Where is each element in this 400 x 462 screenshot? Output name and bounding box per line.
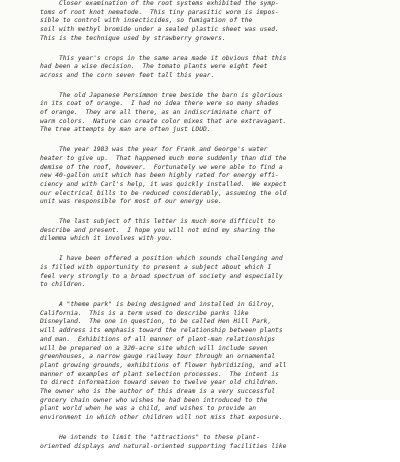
text-line: This is the technique used by strawberry growers. <box>40 34 226 42</box>
letter-paragraph <box>40 218 370 244</box>
text-line: A "theme park" is being designed and installed in Gilroy, <box>40 300 276 308</box>
text-line: He intends to limit the "attractions" to these plant- <box>40 433 260 441</box>
text-line: Disneyland. The one in question, to be called Hen Hill Park, <box>40 318 272 326</box>
text-line: and man. Exhibitions of all manner of plant-man relationships <box>40 335 276 343</box>
text-line: The tree attempts by man are often just LOUD. <box>40 126 211 134</box>
letter-paragraph <box>40 146 370 207</box>
text-line: environment in which other children will not miss that exposure. <box>40 414 283 422</box>
text-line: This year's crops in the same area made it obvious that this <box>40 54 287 62</box>
text-line: feel very strongly to a broad spectrum of society and especially <box>40 272 283 280</box>
text-line: heater to give up. That happened much more suddenly than did the <box>40 154 287 162</box>
text-line: dilemma which it involves with you. <box>40 235 173 243</box>
text-line: to direct information toward seven to twelve year old children. <box>40 379 279 387</box>
text-line: is filled with opportunity to present a subject about which I <box>40 263 272 271</box>
text-line: grocery chain owner who wishes he had been introduced to the <box>40 396 268 404</box>
text-line: manner of examples of plant selection processes. The intent is <box>40 370 279 378</box>
text-line: plant world when he was a child, and wishes to provide an <box>40 405 257 413</box>
text-line: unit was responsible for most of our energy use. <box>40 198 222 206</box>
text-line: will address its emphasis toward the relationship between plants <box>40 327 283 335</box>
text-line: describe and present. I hope you will not mind my sharing the <box>40 226 276 234</box>
letter-paragraph <box>40 92 370 136</box>
text-line: Closer examination of the root systems exhibited the symp- <box>40 0 279 7</box>
text-line: soil with methyl bromide under a sealed plastic sheet was used. <box>40 26 279 34</box>
text-line: will be prepared on a 320-acre site which will include seven <box>40 344 268 352</box>
letter-paragraph <box>40 434 370 451</box>
text-line: new 40-gallon unit which has been highly rated for energy effi- <box>40 172 279 180</box>
letter-paragraph <box>40 55 370 81</box>
text-line: The owner who is the author of this dream is a very successful <box>40 388 276 396</box>
text-line: demise of the roof, however. Fortunately we were able to find a <box>40 163 283 171</box>
text-line: I have been offered a position which sounds challenging and <box>40 255 283 263</box>
text-line: of orange. They are all there, as an indiscriminate chart of <box>40 109 272 117</box>
text-line: in its coat of orange. I had no idea there were so many shades <box>40 100 279 108</box>
text-line: toms of root knot nematode. This tiny parasitic worm is impos- <box>40 8 279 16</box>
text-line: greenhouses, a narrow gauge railway tour through an ornamental <box>40 353 276 361</box>
text-line: sible to control with insecticides, so fumigation of the <box>40 17 253 25</box>
letter-paragraph <box>40 255 370 290</box>
text-line: California. This is a term used to describe parks like <box>40 309 249 317</box>
text-line: oriented displays and natural-oriented supporting facilities like <box>40 442 287 450</box>
text-line: The year 1983 was the year for Frank and George's water <box>40 146 268 154</box>
text-line: warm colors. Nature can create color mixes that are extravagant. <box>40 117 287 125</box>
letter-paragraph <box>40 301 370 423</box>
text-line: had been a wise decision. The tomato plants were eight feet <box>40 63 268 71</box>
text-line: The last subject of this letter is much more difficult to <box>40 218 276 226</box>
letter-body <box>40 0 370 462</box>
text-line: The old Japanese Persimmon tree beside the barn is glorious <box>40 91 283 99</box>
text-line: ciency and with Carl's help, it was quickly installed. We expect <box>40 180 287 188</box>
text-line: to children. <box>40 281 86 289</box>
text-line: our electrical bills to be reduced considerably, assuming the old <box>40 189 287 197</box>
text-line: plant growing grounds, exhibitions of flower hybridizing, and all <box>40 361 287 369</box>
text-line: across and the corn seven feet tall this year. <box>40 71 215 79</box>
letter-paragraph <box>40 0 370 44</box>
